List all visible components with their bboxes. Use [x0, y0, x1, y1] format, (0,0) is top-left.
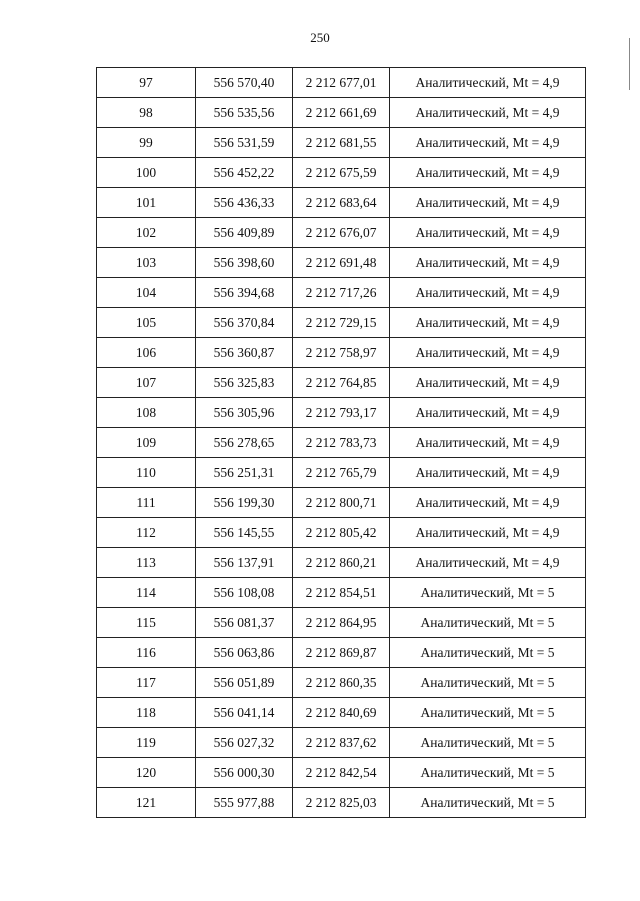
x-coordinate-cell: 556 409,89: [196, 218, 293, 248]
point-number-cell: 99: [97, 128, 196, 158]
point-number-cell: 107: [97, 368, 196, 398]
table-row: [97, 158, 586, 188]
x-coordinate-cell: 556 305,96: [196, 398, 293, 428]
method-cell: Аналитический, Mt = 4,9: [390, 98, 586, 128]
method-cell: Аналитический, Mt = 4,9: [390, 248, 586, 278]
y-coordinate-cell: 2 212 825,03: [293, 788, 390, 818]
x-coordinate-cell: 556 278,65: [196, 428, 293, 458]
table-row: [97, 68, 586, 98]
method-cell: Аналитический, Mt = 5: [390, 668, 586, 698]
point-number-cell: 97: [97, 68, 196, 98]
x-coordinate-cell: 556 051,89: [196, 668, 293, 698]
x-coordinate-cell: 556 370,84: [196, 308, 293, 338]
y-coordinate-cell: 2 212 860,35: [293, 668, 390, 698]
table-row: [97, 728, 586, 758]
x-coordinate-cell: 556 398,60: [196, 248, 293, 278]
table-row: [97, 668, 586, 698]
y-coordinate-cell: 2 212 691,48: [293, 248, 390, 278]
y-coordinate-cell: 2 212 854,51: [293, 578, 390, 608]
point-number-cell: 110: [97, 458, 196, 488]
y-coordinate-cell: 2 212 860,21: [293, 548, 390, 578]
method-cell: Аналитический, Mt = 4,9: [390, 308, 586, 338]
method-cell: Аналитический, Mt = 4,9: [390, 518, 586, 548]
x-coordinate-cell: 556 027,32: [196, 728, 293, 758]
method-cell: Аналитический, Mt = 4,9: [390, 398, 586, 428]
point-number-cell: 119: [97, 728, 196, 758]
x-coordinate-cell: 556 000,30: [196, 758, 293, 788]
y-coordinate-cell: 2 212 661,69: [293, 98, 390, 128]
method-cell: Аналитический, Mt = 5: [390, 608, 586, 638]
point-number-cell: 105: [97, 308, 196, 338]
x-coordinate-cell: 556 145,55: [196, 518, 293, 548]
point-number-cell: 109: [97, 428, 196, 458]
x-coordinate-cell: 556 325,83: [196, 368, 293, 398]
point-number-cell: 118: [97, 698, 196, 728]
table-row: [97, 548, 586, 578]
x-coordinate-cell: 556 081,37: [196, 608, 293, 638]
point-number-cell: 111: [97, 488, 196, 518]
point-number-cell: 101: [97, 188, 196, 218]
method-cell: Аналитический, Mt = 4,9: [390, 368, 586, 398]
table-row: [97, 128, 586, 158]
y-coordinate-cell: 2 212 840,69: [293, 698, 390, 728]
x-coordinate-cell: 556 394,68: [196, 278, 293, 308]
x-coordinate-cell: 556 041,14: [196, 698, 293, 728]
table-row: [97, 758, 586, 788]
point-number-cell: 108: [97, 398, 196, 428]
method-cell: Аналитический, Mt = 5: [390, 758, 586, 788]
point-number-cell: 114: [97, 578, 196, 608]
x-coordinate-cell: 555 977,88: [196, 788, 293, 818]
method-cell: Аналитический, Mt = 5: [390, 638, 586, 668]
table-row: [97, 308, 586, 338]
method-cell: Аналитический, Mt = 4,9: [390, 68, 586, 98]
y-coordinate-cell: 2 212 837,62: [293, 728, 390, 758]
y-coordinate-cell: 2 212 729,15: [293, 308, 390, 338]
y-coordinate-cell: 2 212 764,85: [293, 368, 390, 398]
method-cell: Аналитический, Mt = 4,9: [390, 488, 586, 518]
x-coordinate-cell: 556 360,87: [196, 338, 293, 368]
table-row: [97, 98, 586, 128]
x-coordinate-cell: 556 531,59: [196, 128, 293, 158]
method-cell: Аналитический, Mt = 4,9: [390, 458, 586, 488]
y-coordinate-cell: 2 212 783,73: [293, 428, 390, 458]
point-number-cell: 103: [97, 248, 196, 278]
method-cell: Аналитический, Mt = 4,9: [390, 548, 586, 578]
point-number-cell: 100: [97, 158, 196, 188]
table-row: [97, 518, 586, 548]
point-number-cell: 102: [97, 218, 196, 248]
point-number-cell: 115: [97, 608, 196, 638]
y-coordinate-cell: 2 212 681,55: [293, 128, 390, 158]
method-cell: Аналитический, Mt = 5: [390, 578, 586, 608]
x-coordinate-cell: 556 436,33: [196, 188, 293, 218]
x-coordinate-cell: 556 108,08: [196, 578, 293, 608]
x-coordinate-cell: 556 063,86: [196, 638, 293, 668]
table-row: [97, 698, 586, 728]
y-coordinate-cell: 2 212 864,95: [293, 608, 390, 638]
point-number-cell: 106: [97, 338, 196, 368]
page-number: 250: [310, 30, 330, 45]
y-coordinate-cell: 2 212 805,42: [293, 518, 390, 548]
table-row: [97, 608, 586, 638]
point-number-cell: 113: [97, 548, 196, 578]
table-row: [97, 218, 586, 248]
method-cell: Аналитический, Mt = 4,9: [390, 338, 586, 368]
method-cell: Аналитический, Mt = 5: [390, 698, 586, 728]
x-coordinate-cell: 556 535,56: [196, 98, 293, 128]
y-coordinate-cell: 2 212 793,17: [293, 398, 390, 428]
table-row: [97, 428, 586, 458]
y-coordinate-cell: 2 212 683,64: [293, 188, 390, 218]
method-cell: Аналитический, Mt = 4,9: [390, 218, 586, 248]
y-coordinate-cell: 2 212 842,54: [293, 758, 390, 788]
point-number-cell: 104: [97, 278, 196, 308]
method-cell: Аналитический, Mt = 4,9: [390, 188, 586, 218]
y-coordinate-cell: 2 212 677,01: [293, 68, 390, 98]
method-cell: Аналитический, Mt = 4,9: [390, 278, 586, 308]
y-coordinate-cell: 2 212 675,59: [293, 158, 390, 188]
y-coordinate-cell: 2 212 676,07: [293, 218, 390, 248]
y-coordinate-cell: 2 212 765,79: [293, 458, 390, 488]
method-cell: Аналитический, Mt = 4,9: [390, 158, 586, 188]
point-number-cell: 98: [97, 98, 196, 128]
page-edge-line: [629, 38, 630, 90]
table-row: [97, 368, 586, 398]
x-coordinate-cell: 556 570,40: [196, 68, 293, 98]
coordinates-table: [96, 67, 586, 818]
coordinates-table-body: [97, 68, 586, 818]
point-number-cell: 112: [97, 518, 196, 548]
table-row: [97, 278, 586, 308]
table-row: [97, 338, 586, 368]
x-coordinate-cell: 556 452,22: [196, 158, 293, 188]
method-cell: Аналитический, Mt = 4,9: [390, 128, 586, 158]
table-row: [97, 638, 586, 668]
point-number-cell: 117: [97, 668, 196, 698]
point-number-cell: 121: [97, 788, 196, 818]
x-coordinate-cell: 556 199,30: [196, 488, 293, 518]
y-coordinate-cell: 2 212 758,97: [293, 338, 390, 368]
table-row: [97, 578, 586, 608]
table-row: [97, 788, 586, 818]
y-coordinate-cell: 2 212 717,26: [293, 278, 390, 308]
method-cell: Аналитический, Mt = 4,9: [390, 428, 586, 458]
y-coordinate-cell: 2 212 800,71: [293, 488, 390, 518]
method-cell: Аналитический, Mt = 5: [390, 788, 586, 818]
table-row: [97, 188, 586, 218]
table-row: [97, 398, 586, 428]
method-cell: Аналитический, Mt = 5: [390, 728, 586, 758]
y-coordinate-cell: 2 212 869,87: [293, 638, 390, 668]
table-row: [97, 488, 586, 518]
table-row: [97, 458, 586, 488]
point-number-cell: 120: [97, 758, 196, 788]
x-coordinate-cell: 556 137,91: [196, 548, 293, 578]
x-coordinate-cell: 556 251,31: [196, 458, 293, 488]
point-number-cell: 116: [97, 638, 196, 668]
table-row: [97, 248, 586, 278]
